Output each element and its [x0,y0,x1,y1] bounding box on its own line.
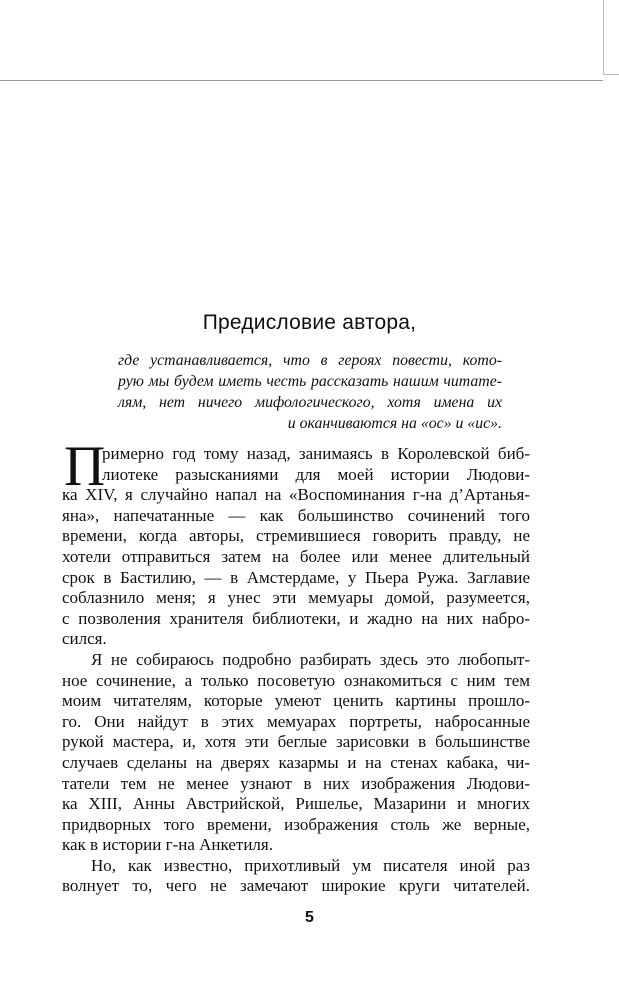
text-line: случаев сделаны на дверях казармы и на стенах кабака, чи- [62,752,530,772]
drop-cap: П [64,435,106,498]
text-line: го. Они найдут в этих мемуарах портреты, набросанные [62,711,530,731]
text-line: хотели отправиться затем на более или менее длительный [62,546,530,566]
text-line: как в истории г-на Анкетиля. [62,835,273,855]
text-line: Я не собираюсь подробно разбирать здесь это любопыт- [91,649,530,669]
paragraph-2 [62,650,530,856]
text-line: моим читателям, которые умеют ценить картины прошло- [62,691,530,711]
subtitle-line: где устанавливается, что в героях повести, кото- [118,352,502,369]
subtitle-line: рую мы будем иметь честь рассказать нашим читате- [118,373,502,390]
text-line: сился. [62,629,107,649]
text-line: татели тем не менее узнают в них изображения Людови- [62,773,530,793]
chapter-title: Предисловие автора, [202,311,417,334]
text-line: ное сочинение, а только посоветую ознакомиться с ним тем [62,670,530,690]
page-number: 5 [305,909,314,926]
text-line: придворных того времени, изображения столь же верные, [62,814,530,834]
corner-rule-horizontal [603,74,619,75]
text-line: яна», напечатанные — как большинство сочинений того [62,505,530,525]
subtitle-line: и оканчиваются на «ос» и «ис». [287,415,502,432]
text-line: времени, когда авторы, стремившиеся говорить правду, не [62,526,530,546]
text-line: срок в Бастилию, — в Амстердаме, у Пьера Ружа. Заглавие [62,567,530,587]
subtitle-line: лям, нет ничего мифологического, хотя имена их [118,394,502,411]
corner-rule [603,0,604,74]
body-text [62,435,530,897]
paragraph-3 [62,856,530,897]
text-line: ка XIV, я случайно напал на «Воспоминания г-на д’Артанья- [62,485,530,505]
top-rule [0,80,603,81]
text-line: Но, как известно, прихотливый ум писателя иной раз [91,855,530,875]
chapter-subtitle [118,350,502,434]
text-line: лиотеке разысканиями для моей истории Людови- [102,464,530,484]
paragraph-1 [62,435,530,650]
text-line: соблазнило меня; я унес эти мемуары домой, разумеется, [62,588,530,608]
text-line: римерно год тому назад, занимаясь в Королевской биб- [102,444,530,463]
text-line: волнует то, чего не замечают широкие круги читателей. [62,876,530,896]
text-line: ка XIII, Анны Австрийской, Ришелье, Мазарини и многих [62,794,530,814]
text-line: рукой мастера, и, хотя эти беглые зарисовки в большинстве [62,732,530,752]
text-line: с позволения хранителя библиотеки, и жадно на них набро- [62,608,530,628]
